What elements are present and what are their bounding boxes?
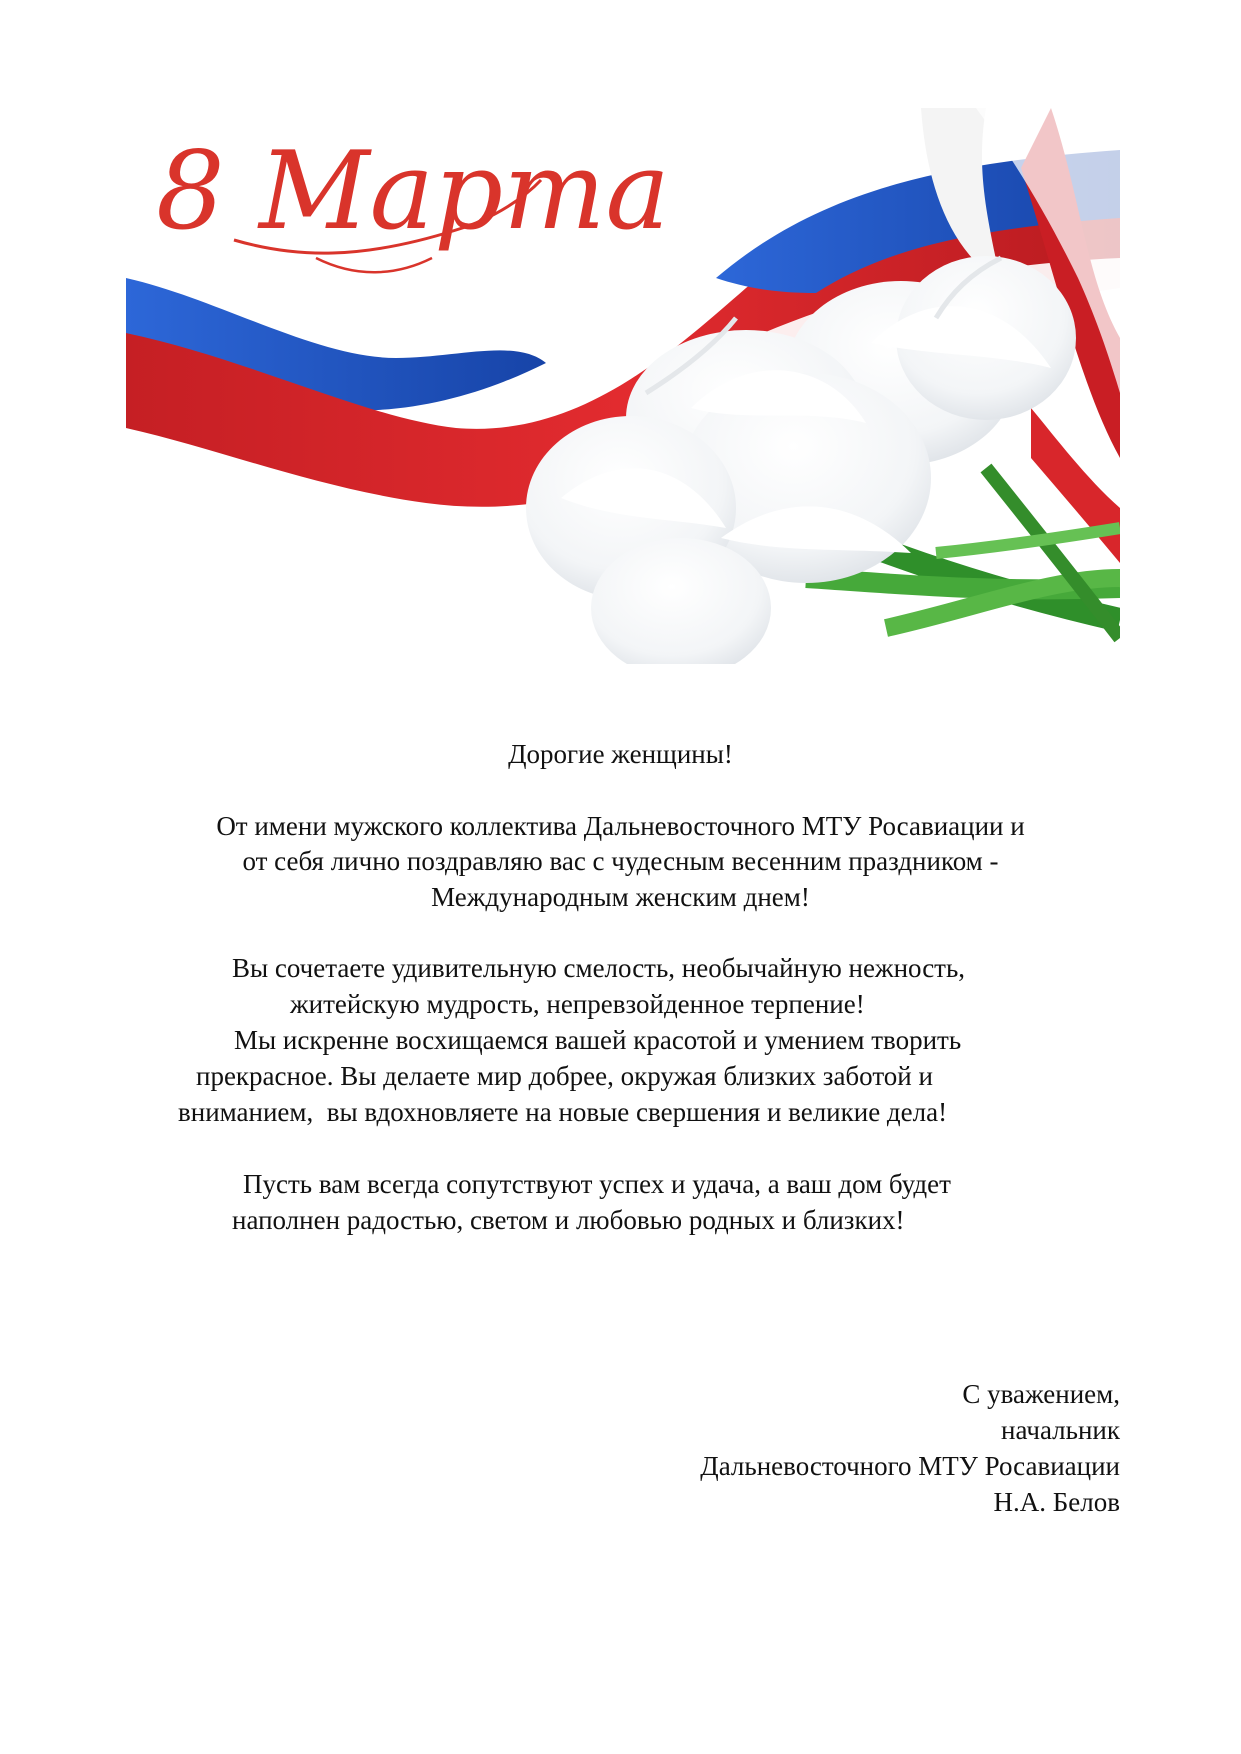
paragraph-1-line-1: Вы сочетаете удивительную смелость, необычайную нежность, xyxy=(232,953,966,983)
paragraph-1-line-3: Мы искренне восхищаемся вашей красотой и умением творить xyxy=(234,1025,962,1055)
signature-closing: С уважением, xyxy=(962,1379,1120,1409)
march-8-script-title: 8 Марта xyxy=(156,129,670,254)
paragraph-2-line-1: Пусть вам всегда сопутствуют успех и удача, а ваш дом будет xyxy=(243,1169,951,1199)
paragraph-1-line-2: житейскую мудрость, непревзойденное терпение! xyxy=(290,989,865,1019)
paragraph-1-line-4: прекрасное. Вы делаете мир добрее, окружая близких заботой и xyxy=(196,1061,933,1091)
signature-position: начальник xyxy=(1001,1415,1120,1445)
paragraph-2-line-2: наполнен радостью, светом и любовью родных и близких! xyxy=(232,1205,905,1235)
paragraph-1-line-5: вниманием, вы вдохновляете на новые свершения и великие дела! xyxy=(178,1097,948,1127)
signature-name: Н.А. Белов xyxy=(993,1487,1120,1517)
intro-line-2: от себя лично поздравляю вас с чудесным весенним праздником - xyxy=(242,846,999,876)
signature-organization: Дальневосточного МТУ Росавиации xyxy=(700,1451,1120,1481)
greeting: Дорогие женщины! xyxy=(508,739,733,769)
intro-line-3: Международным женским днем! xyxy=(431,882,810,912)
intro-line-1: От имени мужского коллектива Дальневосточного МТУ Росавиации и xyxy=(216,811,1025,841)
